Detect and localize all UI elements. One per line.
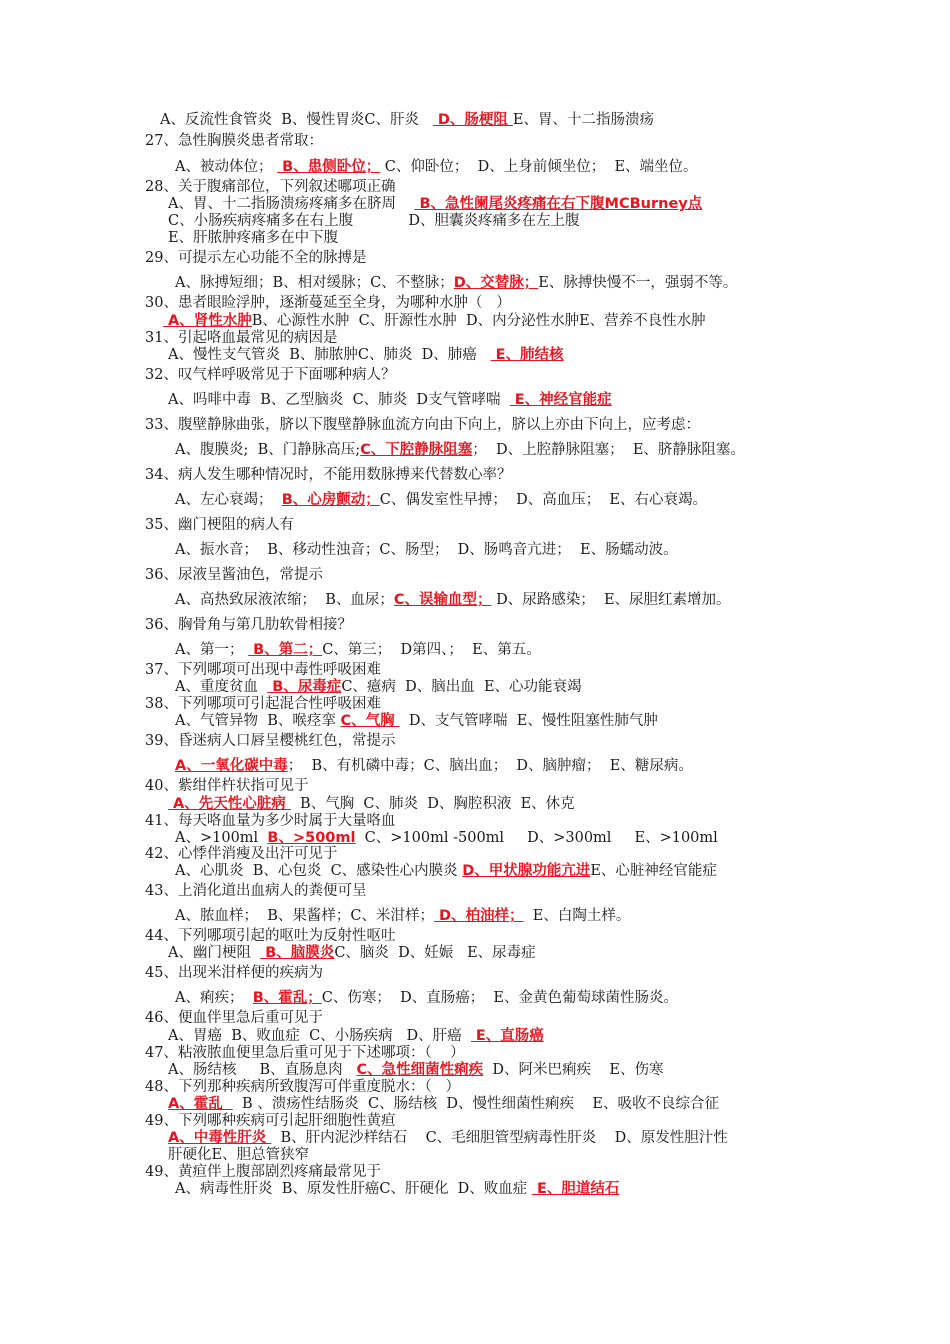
answer-highlight: A、先天性心脏病	[168, 796, 291, 812]
answer-highlight: D、交替脉；	[453, 275, 539, 291]
line-text: 33、腹壁静脉曲张，脐以下腹壁静脉血流方向由下向上，脐以上亦由下向上，应考虑：	[145, 417, 700, 433]
answer-highlight: C、误输血型；	[393, 592, 492, 608]
line-text: 29、可提示左心功能不全的脉搏是	[145, 250, 367, 266]
text-line	[145, 883, 366, 900]
line-text-rest: D、支气管哮喘 E、慢性阻塞性肺气肿	[399, 713, 658, 729]
line-text: A、高热致尿液浓缩； B、血尿；	[175, 592, 394, 608]
text-line	[168, 230, 338, 247]
text-line	[145, 778, 308, 795]
text-line	[145, 417, 700, 434]
text-line	[145, 662, 381, 679]
answer-highlight: A、一氧化碳中毒	[175, 758, 288, 774]
text-line	[145, 846, 337, 863]
answer-highlight: C、气胸	[340, 713, 400, 729]
text-line	[145, 179, 395, 196]
text-line	[160, 112, 654, 129]
answer-highlight: E、直肠癌	[470, 1028, 544, 1044]
line-text: 42、心悸伴消瘦及出汗可见于	[145, 846, 338, 862]
text-line	[175, 275, 737, 292]
line-text-rest: C、偶发室性早搏； D、高血压； E、右心衰竭。	[379, 492, 708, 508]
text-line	[175, 908, 630, 925]
line-text: 34、病人发生哪种情况时，不能用数脉搏来代替数心率？	[145, 467, 512, 483]
line-text-rest: C、癔病 D、脑出血 E、心功能衰竭	[341, 679, 582, 695]
text-line	[145, 813, 395, 830]
line-text: E、肝脓肿疼痛多在中下腹	[168, 230, 339, 246]
answer-highlight: B、霍乱；	[252, 990, 322, 1006]
answer-highlight: D、肠梗阻	[432, 112, 513, 128]
line-text: 45、出现米泔样便的疾病为	[145, 965, 323, 981]
text-line	[145, 567, 323, 584]
line-text: A、腹膜炎; B、门静脉高压;	[175, 442, 361, 458]
line-text-rest: ； B、有机磷中毒；C、脑出血； D、脑肿瘤； E、糖尿病。	[287, 758, 693, 774]
line-text: 肝硬化E、胆总管狭窄	[168, 1147, 310, 1163]
text-line	[145, 1164, 381, 1181]
line-text: 35、幽门梗阻的病人有	[145, 517, 294, 533]
text-line	[175, 592, 731, 609]
answer-highlight: C、急性细菌性痢疾	[356, 1062, 484, 1078]
line-text: 48、下列那种疾病所致腹泻可伴重度脱水：（ ）	[145, 1079, 461, 1095]
text-line	[175, 159, 698, 176]
line-text-rest: B 、溃疡性结肠炎 C、肠结核 D、慢性细菌性痢疾 E、吸收不良综合征	[232, 1096, 719, 1112]
text-line	[168, 213, 580, 230]
text-line	[168, 196, 702, 213]
line-text: 40、紫绀伴杵状指可见于	[145, 778, 309, 794]
text-line	[145, 733, 395, 750]
line-text-rest: E、胃、十二指肠溃疡	[512, 112, 655, 128]
text-line	[175, 990, 678, 1007]
line-text: A、反流性食管炎 B、慢性胃炎C、肝炎	[160, 112, 433, 128]
text-line	[145, 367, 395, 384]
line-text: 44、下列哪项引起的呕吐为反射性呕吐	[145, 928, 396, 944]
line-text: A、心肌炎 B、心包炎 C、感染性心内膜炎	[175, 863, 463, 879]
text-line	[175, 830, 718, 847]
line-text-rest: D、阿米巴痢疾 E、伤寒	[483, 1062, 664, 1078]
text-line	[145, 517, 294, 534]
line-text: 37、下列哪项可出现中毒性呼吸困难	[145, 662, 381, 678]
line-text-rest: E、心脏神经官能症	[590, 863, 717, 879]
answer-highlight: B、急性阑尾炎疼痛在右下腹MCBurney点	[414, 196, 703, 212]
line-text-rest: C、仰卧位； D、上身前倾坐位； E、端坐位。	[380, 159, 698, 175]
line-text: 28、关于腹痛部位，下列叙述哪项正确	[145, 179, 396, 195]
line-text-rest: D、尿路感染； E、尿胆红素增加。	[491, 592, 731, 608]
text-line	[175, 713, 658, 730]
line-text: A、肠结核 B、直肠息肉	[168, 1062, 357, 1078]
line-text-rest: B、心源性水肿 C、肝源性水肿 D、内分泌性水肿E、营养不良性水肿	[251, 313, 706, 329]
text-line	[175, 442, 745, 459]
answer-highlight: A、中毒性肝炎	[168, 1130, 272, 1146]
line-text: 30、患者眼睑浮肿，逐渐蔓延至全身，为哪种水肿（ ）	[145, 295, 511, 311]
line-text-rest: B、气胸 C、肺炎 D、胸腔积液 E、休克	[290, 796, 575, 812]
line-text: 36、尿液呈酱油色，常提示	[145, 567, 323, 583]
text-line	[168, 1062, 664, 1079]
answer-highlight: A、肾性水肿	[163, 313, 252, 329]
answer-highlight: E、肺结核	[490, 347, 564, 363]
answer-highlight: B、心房颤动；	[281, 492, 380, 508]
text-line	[168, 1147, 309, 1164]
line-text: 43、上消化道出血病人的粪便可呈	[145, 883, 367, 899]
text-line	[168, 1096, 719, 1113]
text-line	[175, 492, 707, 509]
text-line	[145, 133, 323, 150]
text-line	[145, 928, 395, 945]
text-line	[145, 250, 366, 267]
text-line	[145, 1079, 460, 1096]
text-line	[145, 1113, 395, 1130]
answer-highlight: B、脑膜炎	[260, 945, 335, 961]
answer-highlight: E、胆道结石	[531, 1181, 620, 1197]
text-line	[145, 965, 323, 982]
line-text: A、病毒性肝炎 B、原发性肝癌C、肝硬化 D、败血症	[175, 1181, 532, 1197]
answer-highlight: E、神经官能症	[509, 392, 612, 408]
text-line	[168, 347, 564, 364]
line-text-rest: C、第三； D第四、； E、第五。	[322, 642, 541, 658]
text-line	[145, 330, 337, 347]
line-text: 47、粘液脓血便里急后重可见于下述哪项：（ ）	[145, 1045, 465, 1061]
text-line	[145, 295, 511, 312]
line-text: A、胃、十二指肠溃疡疼痛多在脐周	[168, 196, 415, 212]
text-line	[145, 696, 381, 713]
text-line	[175, 1181, 619, 1198]
line-text: A、脉搏短细；B、相对缓脉；C、不整脉；	[175, 275, 454, 291]
line-text: A、慢性支气管炎 B、肺脓肿C、肺炎 D、肺癌	[168, 347, 491, 363]
line-text: 27、急性胸膜炎患者常取：	[145, 133, 323, 149]
text-line	[175, 542, 678, 559]
text-line	[168, 945, 536, 962]
line-text-rest: E、脉搏快慢不一，强弱不等。	[538, 275, 738, 291]
text-line	[175, 679, 582, 696]
text-line	[175, 642, 541, 659]
text-line	[168, 796, 575, 813]
line-text-rest: C、>100ml -500ml D、>300ml E、>100ml	[355, 830, 718, 846]
line-text: 49、黄疸伴上腹部剧烈疼痛最常见于	[145, 1164, 381, 1180]
text-line	[168, 1130, 728, 1147]
line-text: A、振水音； B、移动性浊音；C、肠型； D、肠鸣音亢进； E、肠蠕动波。	[175, 542, 678, 558]
line-text: A、第一；	[175, 642, 249, 658]
line-text: A、痢疾；	[175, 990, 253, 1006]
line-text: 41、每天咯血量为多少时属于大量咯血	[145, 813, 396, 829]
line-text: 31、引起咯血最常见的病因是	[145, 330, 338, 346]
line-text: A、被动体位；	[175, 159, 278, 175]
line-text: 39、昏迷病人口唇呈樱桃红色，常提示	[145, 733, 396, 749]
text-line	[145, 467, 511, 484]
answer-highlight: B、第二；	[248, 642, 323, 658]
line-text: 38、下列哪项可引起混合性呼吸困难	[145, 696, 381, 712]
text-line	[175, 863, 717, 880]
line-text: 49、下列哪种疾病可引起肝细胞性黄疸	[145, 1113, 396, 1129]
line-text-rest: ； D、上腔静脉阻塞； E、脐静脉阻塞。	[472, 442, 745, 458]
line-text-rest: C、脑炎 D、妊娠 E、尿毒症	[334, 945, 536, 961]
line-text-rest: B、肝内泥沙样结石 C、毛细胆管型病毒性肝炎 D、原发性胆汁性	[271, 1130, 728, 1146]
line-text-rest: C、伤寒； D、直肠癌； E、金黄色葡萄球菌性肠炎。	[321, 990, 679, 1006]
line-text: 32、叹气样呼吸常见于下面哪种病人？	[145, 367, 396, 383]
text-line	[163, 313, 706, 330]
answer-highlight: C、下腔静脉阻塞	[360, 442, 473, 458]
line-text: A、左心衰竭；	[175, 492, 282, 508]
answer-highlight: B、患侧卧位；	[277, 159, 381, 175]
text-line	[145, 617, 352, 634]
line-text: A、吗啡中毒 B、乙型脑炎 C、肺炎 D支气管哮喘	[168, 392, 510, 408]
line-text: 36、胸骨角与第几肋软骨相接？	[145, 617, 352, 633]
line-text: A、气管异物 B、喉痉挛	[175, 713, 341, 729]
answer-highlight: D、柏油样；	[433, 908, 524, 924]
answer-highlight: B、尿毒症	[267, 679, 342, 695]
text-line	[175, 758, 693, 775]
answer-highlight: D、甲状腺功能亢进	[462, 863, 591, 879]
text-line	[168, 392, 612, 409]
line-text-rest: E、白陶土样。	[523, 908, 631, 924]
answer-highlight: A、霍乱	[168, 1096, 233, 1112]
text-line	[168, 1028, 544, 1045]
line-text: A、重度贫血	[175, 679, 268, 695]
answer-highlight: B、>500ml	[267, 830, 356, 846]
line-text: A、幽门梗阻	[168, 945, 261, 961]
text-line	[145, 1010, 323, 1027]
line-text: A、胃癌 B、败血症 C、小肠疾病 D、肝癌	[168, 1028, 471, 1044]
line-text: 46、便血伴里急后重可见于	[145, 1010, 323, 1026]
line-text: A、脓血样； B、果酱样；C、米泔样；	[175, 908, 434, 924]
text-line	[145, 1045, 465, 1062]
line-text: A、>100ml	[175, 830, 268, 846]
line-text: C、小肠疾病疼痛多在右上腹 D、胆囊炎疼痛多在左上腹	[168, 213, 580, 229]
